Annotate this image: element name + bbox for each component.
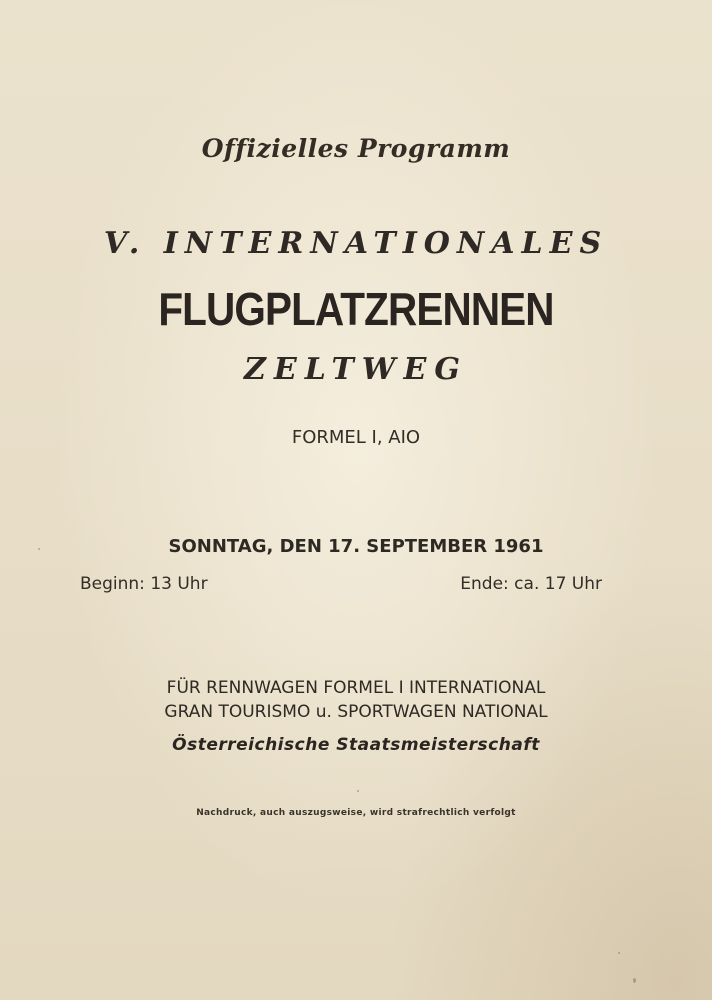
- paper-speck: [618, 952, 620, 954]
- paper-speck: [38, 548, 40, 550]
- event-heading-line-2: FLUGPLATZRENNEN: [158, 283, 554, 335]
- paper-speck: [357, 790, 359, 792]
- race-classes-line-2: GRAN TOURISMO u. SPORTWAGEN NATIONAL: [164, 702, 548, 722]
- event-heading-line-3: ZELTWEG: [244, 352, 468, 387]
- program-subtitle: Offizielles Programm: [201, 134, 511, 163]
- start-time: Beginn: 13 Uhr: [80, 574, 208, 594]
- copyright-notice: Nachdruck, auch auszugsweise, wird strafrechtlich verfolgt: [196, 808, 516, 818]
- event-heading-line-1: V. INTERNATIONALES: [103, 226, 609, 261]
- event-date: SONNTAG, DEN 17. SEPTEMBER 1961: [168, 536, 544, 557]
- end-time: Ende: ca. 17 Uhr: [460, 574, 602, 594]
- race-classes-line-1: FÜR RENNWAGEN FORMEL I INTERNATIONAL: [166, 678, 546, 698]
- schedule-row: [80, 574, 602, 594]
- formula-classes: FORMEL I, AIO: [291, 427, 421, 448]
- championship-title: Österreichische Staatsmeisterschaft: [172, 735, 540, 755]
- paper-speck: [633, 978, 636, 983]
